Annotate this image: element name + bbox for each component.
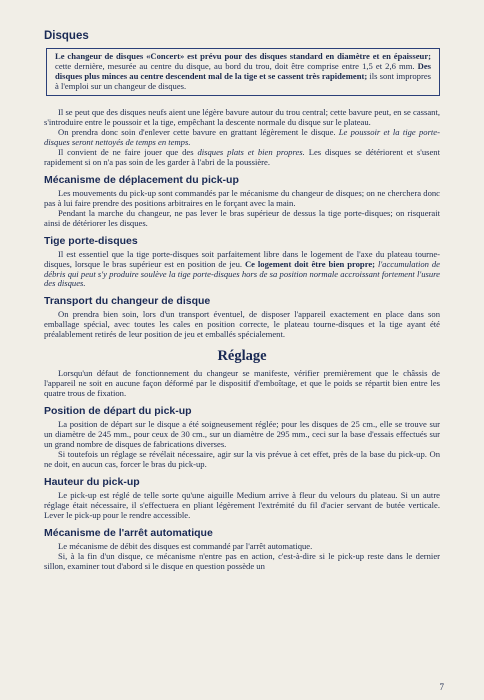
disques-p3-italic: disques plats et bien propres. bbox=[197, 146, 305, 157]
position-paragraph-2: Si toutefois un réglage se révélait nécessaire, agir sur la vis prévue à cet effet, près de la base du pick-up. On ne doit, en aucun cas, forcer le bras du pick-up. bbox=[44, 449, 440, 470]
reglage-paragraph-1: Lorsqu'un défaut de fonctionnement du changeur se manifeste, vérifier premièrement que le châssis de l'appareil ne soit en aucune façon déformé par le dispositif d'emboîtage, et que le poids se répartit bien entre les quatre trous de fixation. bbox=[44, 368, 440, 399]
tige-p1-bold: Ce logement doit être bien propre; bbox=[244, 258, 376, 269]
mecanisme-paragraph-1: Les mouvements du pick-up sont commandés par le mécanisme du changeur de disques; on ne cherchera donc pas à lui faire prendre des positions arbitraires en le forçant avec la main. bbox=[44, 187, 440, 208]
heading-mecanisme: Mécanisme de déplacement du pick-up bbox=[44, 173, 239, 186]
heading-position: Position de départ du pick-up bbox=[44, 405, 192, 418]
disques-p3-text-2: Les disques se détériorent et s'usent rapidement si on n'a pas soin de les garder à l'abri de la poussière. bbox=[44, 146, 440, 167]
transport-paragraph-1: On prendra bien soin, lors d'un transport éventuel, de disposer l'appareil exactement en place dans son emballage spécial, avec toutes les cales en position correcte, le plateau tourne-disques et la tige ayant été préalablement retirés de leur position de jeu et emballés spécialement. bbox=[44, 309, 440, 340]
hauteur-paragraph-1: Le pick-up est réglé de telle sorte qu'une aiguille Medium arrive à fleur du velours du plateau. Si un autre réglage était nécessaire, il s'effectuera en pliant légèrement l'extrémité du fil d'acier servant de butée verticale. Lever le pick-up pour le rendre accessible. bbox=[44, 490, 440, 521]
arret-paragraph-1: Le mécanisme de débit des disques est commandé par l'arrêt automatique. bbox=[58, 541, 313, 551]
tige-paragraph-1 bbox=[44, 250, 440, 290]
box-text-2: ils sont impropres à l'emploi sur un changeur de disques. bbox=[55, 70, 431, 91]
page-number: 7 bbox=[439, 682, 444, 692]
position-paragraph-1: La position de départ sur le disque a été soigneusement réglée; pour les disques de 25 cm., elle se trouve sur un diamètre de 245 mm., pour ceux de 30 cm., sur un diamètre de 295 mm., ceci sur la base d'essais effectués sur un grand nombre de disques de fabrications diverses. bbox=[44, 419, 440, 450]
tige-p1-text: Il est essentiel que la tige porte-disques soit parfaitement libre dans le logement de l'axe du plateau tourne-disques, lorsque le bras supérieur est en position de jeu. bbox=[44, 248, 440, 269]
warning-box bbox=[46, 48, 440, 96]
disques-p2-text: On prendra donc soin d'enlever cette bavure en grattant légèrement le disque. bbox=[58, 126, 339, 137]
disques-paragraph-3 bbox=[44, 148, 440, 168]
box-bold-1: Le changeur de disques «Concert» est prévu pour des disques standard en diamètre et en épaisseur; bbox=[55, 51, 431, 61]
box-text-1: cette dernière, mesurée au centre du disque, au bord du trou, doit être comprise entre 1,5 et 2,6 mm. bbox=[55, 60, 418, 71]
heading-arret: Mécanisme de l'arrêt automatique bbox=[44, 527, 213, 539]
heading-hauteur: Hauteur du pick-up bbox=[44, 476, 140, 489]
heading-disques: Disques bbox=[44, 30, 89, 42]
heading-transport: Transport du changeur de disque bbox=[44, 295, 211, 308]
disques-p3-text-1: Il convient de ne faire jouer que des bbox=[58, 146, 198, 157]
disques-paragraph-1: Il se peut que des disques neufs aient une légère bavure autour du trou central; cette bavure peut, en se cassant, s'introduire entre le poussoir et la tige, empêchant la descente normale du disque sur le plateau. bbox=[44, 106, 440, 127]
mecanisme-paragraph-2: Pendant la marche du changeur, ne pas lever le bras supérieur de dessus la tige porte-disques; on risquerait ainsi de détériorer les disques. bbox=[44, 207, 440, 228]
heading-reglage: Réglage bbox=[217, 348, 267, 365]
disques-paragraph-2 bbox=[44, 128, 440, 148]
disques-p2-italic: Le poussoir et la tige porte-disques seront nettoyés de temps en temps. bbox=[44, 126, 440, 147]
heading-tige: Tige porte-disques bbox=[44, 234, 138, 247]
box-bold-2: Des disques plus minces au centre descendent mal de la tige et se cassent très rapidement; bbox=[55, 60, 431, 81]
arret-paragraph-2: Si, à la fin d'un disque, ce mécanisme n'entre pas en action, c'est-à-dire si le pick-up reste dans le dernier sillon, examiner tout d'abord si le disque en question possède un bbox=[44, 550, 440, 571]
tige-p1-italic: l'accumulation de débris qui peut s'y produire soulève la tige porte-disques hors de sa position normale accroissant fortement l'usure des disques. bbox=[44, 258, 440, 289]
